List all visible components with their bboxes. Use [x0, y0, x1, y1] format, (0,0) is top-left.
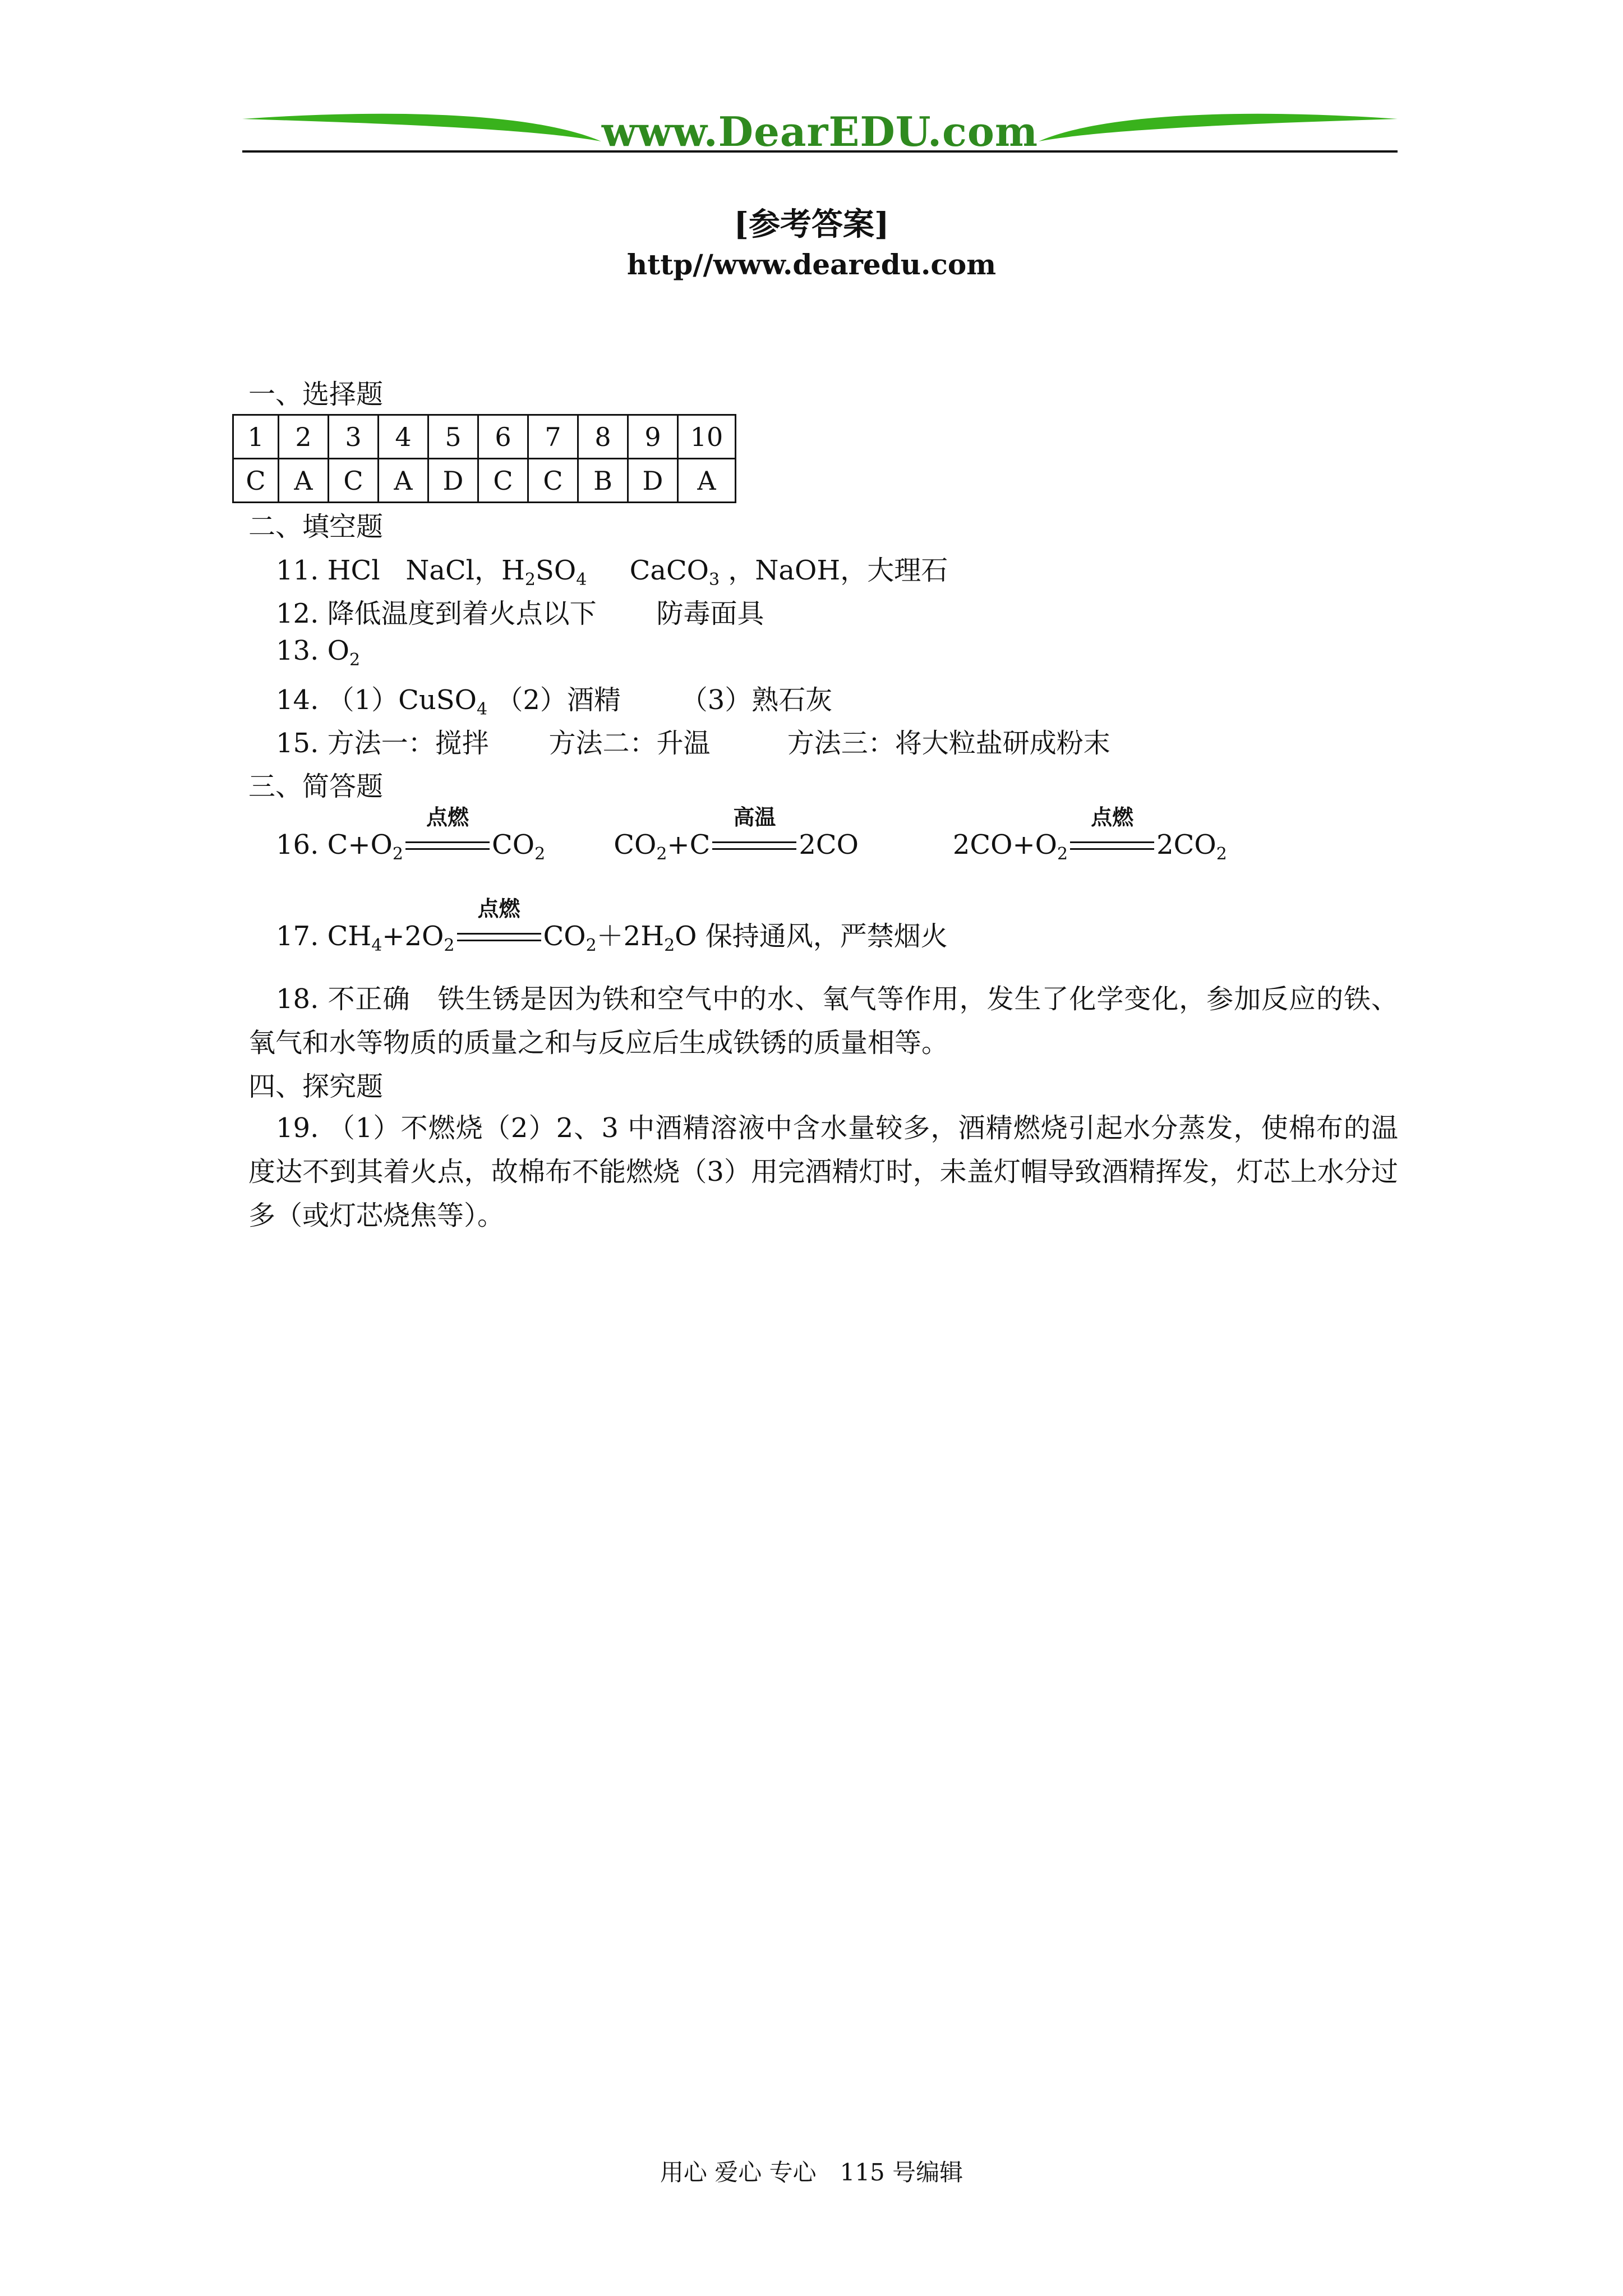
table-cell: 9 — [628, 415, 678, 459]
site-name-logo[interactable]: www.DearEDU.com — [601, 108, 1039, 155]
answer-line-13: 13. $O_2$ — [276, 635, 361, 670]
table-cell: A — [279, 459, 329, 503]
table-cell: 5 — [428, 415, 478, 459]
section-heading-fill: 二、填空题 — [248, 511, 384, 542]
page-url: http//www.dearedu.com — [626, 248, 997, 281]
answer-line-11: 11. HCl NaCl，$H_2SO_4$ CaCO$_3$ ，NaOH，大理石 — [276, 555, 948, 590]
table-cell: A — [379, 459, 428, 503]
table-cell: D — [628, 459, 678, 503]
table-cell: 7 — [528, 415, 578, 459]
table-cell: 4 — [379, 415, 428, 459]
page-footer: 用心 爱心 专心 115 号编辑 — [660, 2159, 963, 2186]
table-cell: 10 — [678, 415, 736, 459]
table-cell: 3 — [329, 415, 379, 459]
section-heading-choice: 一、选择题 — [248, 379, 384, 410]
table-cell: C — [329, 459, 379, 503]
site-header — [242, 107, 1398, 157]
table-cell: 6 — [478, 415, 528, 459]
answer-paragraph-19: 19. （1）不燃烧（2）2、3 中酒精溶液中含水量较多，酒精燃烧引起水分蒸发，使棉布的温度达不到其着火点，故棉布不能燃烧（3）用完酒精灯时，未盖灯帽导致酒精挥发，灯芯上水分过多（或灯芯烧焦等）。 — [248, 1112, 1398, 1231]
table-cell: D — [428, 459, 478, 503]
section-heading-explore: 四、探究题 — [248, 1071, 384, 1102]
table-cell: C — [233, 459, 279, 503]
answer-table — [232, 414, 736, 503]
reaction-arrow: 点燃 — [457, 927, 541, 950]
answer-line-17: 17. $CH_4+2O_2$ 点燃 $CO_2+2H_2O$ 保持通风，严禁烟火 — [276, 896, 948, 955]
reaction-arrow: 点燃 — [1070, 836, 1154, 858]
table-row-numbers — [233, 415, 736, 459]
reaction-arrow: 高温 — [712, 836, 796, 858]
table-cell: 8 — [578, 415, 628, 459]
section-heading-short-answer: 三、简答题 — [248, 771, 384, 802]
table-cell: C — [528, 459, 578, 503]
reaction-arrow: 点燃 — [405, 836, 490, 858]
table-cell: B — [578, 459, 628, 503]
answer-line-12: 12. 降低温度到着火点以下 防毒面具 — [276, 598, 764, 629]
table-cell: C — [478, 459, 528, 503]
table-row-answers — [233, 459, 736, 503]
answer-line-14: 14. （1）CuSO$_4$ （2）酒精 （3）熟石灰 — [276, 684, 833, 719]
answer-line-16: 16. $C+O_2$ 点燃 $CO_2$ $CO_2+C$ 高温 2CO $2CO+O_2$ 点燃 $2CO_2$ — [276, 804, 1227, 864]
answer-paragraph-18: 18. 不正确 铁生锈是因为铁和空气中的水、氧气等作用，发生了化学变化，参加反应的铁、氧气和水等物质的质量之和与反应后生成铁锈的质量相等。 — [248, 983, 1398, 1059]
table-cell: 2 — [279, 415, 329, 459]
answer-line-15: 15. 方法一：搅拌 方法二：升温 方法三：将大粒盐研成粉末 — [276, 728, 1110, 759]
table-cell: 1 — [233, 415, 279, 459]
page-title: [参考答案] — [734, 206, 889, 243]
table-cell: A — [678, 459, 736, 503]
